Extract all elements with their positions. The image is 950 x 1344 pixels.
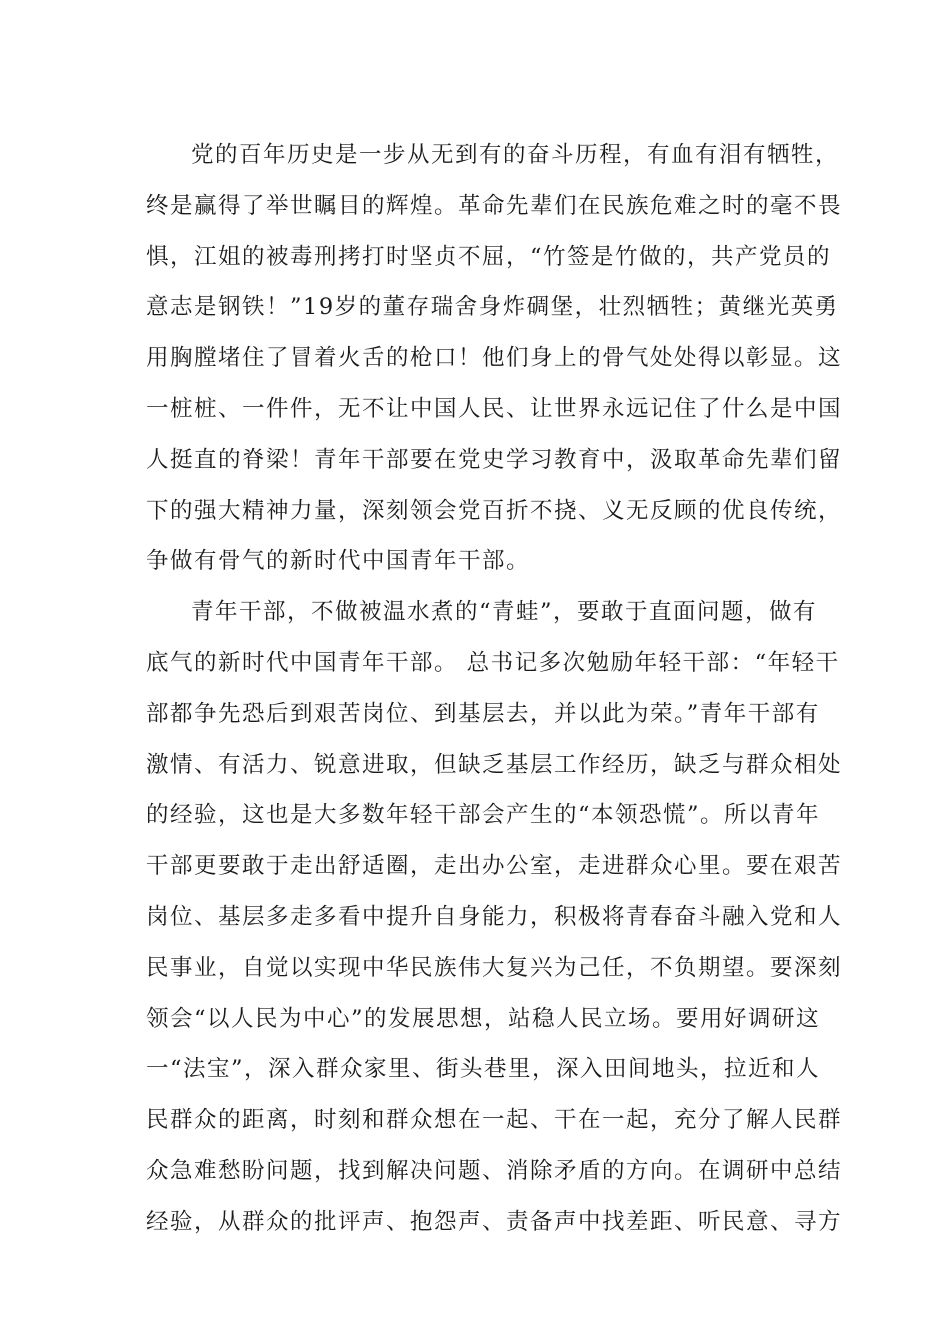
paragraph-line: 用胸膛堵住了冒着火舌的枪口！他们身上的骨气处处得以彰显。这 — [146, 345, 843, 372]
paragraph-line: 众急难愁盼问题，找到解决问题、消除矛盾的方向。在调研中总结 — [146, 1157, 843, 1184]
paragraph-line: 一桩桩、一件件，无不让中国人民、让世界永远记住了什么是中国 — [146, 395, 843, 422]
paragraph-line: 争做有骨气的新时代中国青年干部。 — [146, 548, 531, 575]
paragraph-line: 岗位、基层多走多看中提升自身能力，积极将青春奋斗融入党和人 — [146, 903, 843, 930]
paragraph-line: 激情、有活力、锐意进取，但缺乏基层工作经历，缺乏与群众相处 — [146, 751, 843, 778]
document-body — [146, 130, 843, 1248]
paragraph-1 — [146, 130, 843, 587]
paragraph-line: 部都争先恐后到艰苦岗位、到基层去，并以此为荣。”青年干部有 — [146, 700, 820, 727]
paragraph-2 — [146, 587, 843, 1247]
paragraph-line: 青年干部，不做被温水煮的“青蛙”，要敢于直面问题，做有 — [191, 599, 818, 626]
paragraph-line: 经验，从群众的批评声、抱怨声、责备声中找差距、听民意、寻方 — [146, 1208, 843, 1235]
paragraph-line: 人挺直的脊梁！青年干部要在党史学习教育中，汲取革命先辈们留 — [146, 446, 843, 473]
paragraph-line: 惧，江姐的被毒刑拷打时坚贞不屈，“竹签是竹做的，共产党员的 — [146, 243, 832, 270]
paragraph-line: 一“法宝”，深入群众家里、街头巷里，深入田间地头，拉近和人 — [146, 1056, 821, 1083]
paragraph-line: 干部更要敢于走出舒适圈，走出办公室，走进群众心里。要在艰苦 — [146, 853, 843, 880]
paragraph-line: 民群众的距离，时刻和群众想在一起、干在一起，充分了解人民群 — [146, 1107, 843, 1134]
paragraph-line: 党的百年历史是一步从无到有的奋斗历程，有血有泪有牺牲， — [191, 142, 840, 168]
paragraph-line: 终是赢得了举世瞩目的辉煌。革命先辈们在民族危难之时的毫不畏 — [146, 192, 843, 219]
paragraph-line: 意志是钢铁！”19岁的董存瑞舍身炸碉堡，壮烈牺牲；黄继光英勇 — [146, 294, 839, 321]
paragraph-line: 下的强大精神力量，深刻领会党百折不挠、义无反顾的优良传统， — [146, 497, 843, 524]
paragraph-line: 底气的新时代中国青年干部。 总书记多次勉励年轻干部：“年轻干 — [146, 649, 840, 676]
paragraph-line: 的经验，这也是大多数年轻干部会产生的“本领恐慌”。所以青年 — [146, 802, 821, 829]
paragraph-line: 领会“以人民为中心”的发展思想，站稳人民立场。要用好调研这 — [146, 1005, 821, 1032]
paragraph-line: 民事业，自觉以实现中华民族伟大复兴为己任，不负期望。要深刻 — [146, 954, 843, 981]
